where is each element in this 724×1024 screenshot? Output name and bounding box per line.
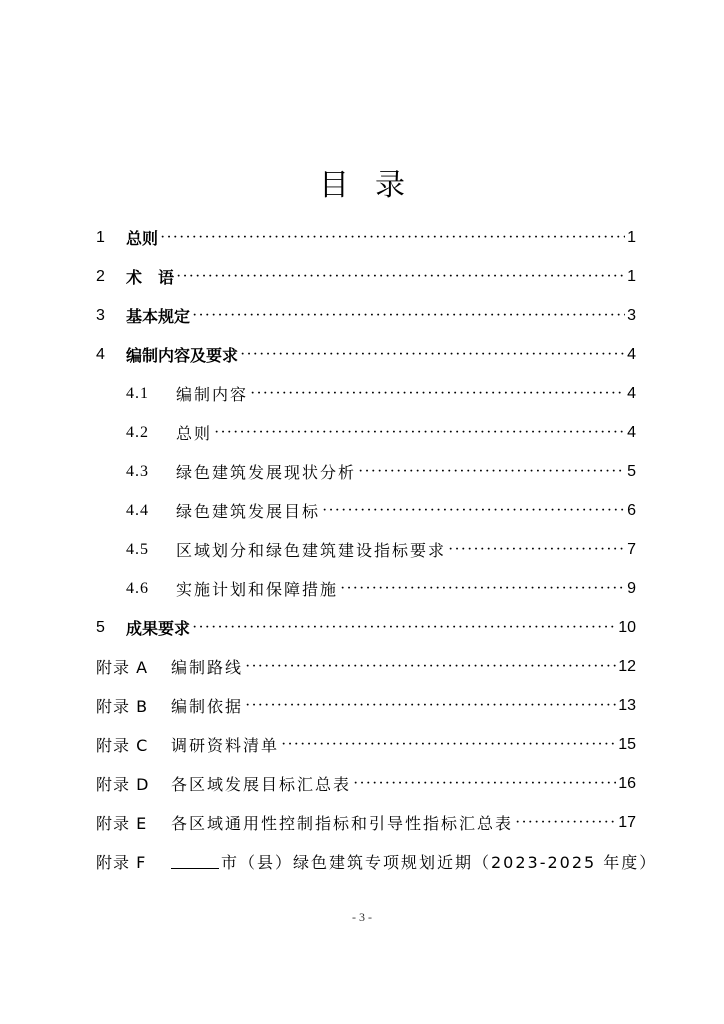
dot-leader (214, 423, 625, 443)
toc-entry-page: 7 (627, 540, 636, 558)
dot-leader (192, 306, 625, 326)
toc-entry-chapter-4[interactable] (96, 335, 636, 374)
toc-entry-label: 编制依据 (171, 697, 244, 716)
toc-entry-label: 绿色建筑发展目标 (176, 502, 321, 521)
toc-entry-number: 附录 F (96, 853, 147, 872)
toc-entry-number: 1 (96, 228, 105, 246)
toc-entry-page: 17 (618, 813, 636, 831)
toc-entry-page: 16 (618, 774, 636, 792)
toc-title-char-1: 目 (319, 168, 349, 203)
toc-entry-page: 10 (618, 618, 636, 636)
toc-entry-number: 附录 A (96, 658, 149, 677)
dot-leader (192, 618, 616, 638)
toc-entry-page: 4 (627, 423, 636, 441)
toc-entry-label: 各区域通用性控制指标和引导性指标汇总表 (171, 814, 514, 833)
toc-entry-appendix-b[interactable] (96, 686, 636, 725)
toc-entry-number: 4.5 (126, 540, 149, 558)
toc-title (0, 160, 724, 204)
toc-entry-page: 4 (627, 384, 636, 402)
toc-entry-label: 市（县）绿色建筑专项规划近期（2023-2025 年度） (221, 853, 658, 872)
toc-title-char-2: 录 (375, 168, 405, 203)
dot-leader (515, 813, 616, 833)
toc-entry-section-4-2[interactable] (96, 413, 636, 452)
toc-entry-number: 附录 B (96, 697, 149, 716)
toc-entry-label: 基本规定 (126, 307, 191, 326)
toc-entry-appendix-e[interactable] (96, 803, 636, 842)
toc-entry-page: 5 (627, 462, 636, 480)
toc-entry-number: 4.2 (126, 423, 149, 441)
toc-entry-label: 调研资料清单 (171, 736, 280, 755)
toc-entry-number: 4.4 (126, 501, 149, 519)
page-number: - 3 - (352, 910, 372, 924)
toc-entry-label: 成果要求 (126, 619, 191, 638)
dot-leader (448, 540, 625, 560)
toc-entry-page: 6 (627, 501, 636, 519)
toc-entry-section-4-6[interactable] (96, 569, 636, 608)
toc-entry-appendix-a[interactable] (96, 647, 636, 686)
toc-entry-label: 术 语 (126, 268, 175, 287)
toc-entry-page: 1 (627, 267, 636, 285)
dot-leader (250, 384, 625, 404)
toc-entry-page: 4 (627, 345, 636, 363)
dot-leader (340, 579, 625, 599)
toc-entry-page: 1 (627, 228, 636, 246)
dot-leader (353, 774, 616, 794)
toc-entry-page: 13 (618, 696, 636, 714)
toc-entry-number: 5 (96, 618, 105, 636)
toc-entry-number: 4.1 (126, 384, 149, 402)
toc-entry-number: 附录 C (96, 736, 149, 755)
toc-entry-page: 9 (627, 579, 636, 597)
toc-entry-label: 编制路线 (171, 658, 244, 677)
toc-entry-page: 15 (618, 735, 636, 753)
dot-leader (176, 267, 625, 287)
toc-entry-section-4-1[interactable] (96, 374, 636, 413)
toc-entry-number: 附录 D (96, 775, 150, 794)
toc-entry-label: 总则 (126, 229, 159, 248)
dot-leader (281, 735, 616, 755)
toc-entry-section-4-5[interactable] (96, 530, 636, 569)
toc-entry-page: 3 (627, 306, 636, 324)
toc-entry-number: 4.3 (126, 462, 149, 480)
table-of-contents (96, 218, 658, 881)
toc-entry-appendix-f[interactable] (96, 842, 658, 881)
toc-entry-chapter-5[interactable] (96, 608, 636, 647)
toc-entry-label: 编制内容及要求 (126, 346, 239, 365)
toc-entry-label: 总则 (176, 424, 213, 443)
toc-entry-chapter-1[interactable] (96, 218, 636, 257)
toc-entry-number: 附录 E (96, 814, 148, 833)
toc-entry-number: 4.6 (126, 579, 149, 597)
toc-entry-label: 编制内容 (176, 385, 249, 404)
toc-entry-number: 2 (96, 267, 105, 285)
toc-entry-label: 各区域发展目标汇总表 (171, 775, 352, 794)
toc-entry-number: 3 (96, 306, 105, 324)
toc-entry-section-4-4[interactable] (96, 491, 636, 530)
toc-entry-number: 4 (96, 345, 105, 363)
dot-leader (245, 657, 616, 677)
toc-entry-page: 12 (618, 657, 636, 675)
toc-entry-label: 绿色建筑发展现状分析 (176, 463, 357, 482)
toc-entry-appendix-d[interactable] (96, 764, 636, 803)
toc-entry-label: 区域划分和绿色建筑建设指标要求 (176, 541, 447, 560)
toc-entry-section-4-3[interactable] (96, 452, 636, 491)
toc-entry-appendix-c[interactable] (96, 725, 636, 764)
toc-entry-label: 实施计划和保障措施 (176, 580, 339, 599)
dot-leader (322, 501, 625, 521)
dot-leader (358, 462, 625, 482)
fill-in-blank (171, 854, 219, 869)
toc-entry-chapter-2[interactable] (96, 257, 636, 296)
dot-leader (245, 696, 616, 716)
toc-entry-chapter-3[interactable] (96, 296, 636, 335)
dot-leader (240, 345, 625, 365)
dot-leader (160, 228, 625, 248)
